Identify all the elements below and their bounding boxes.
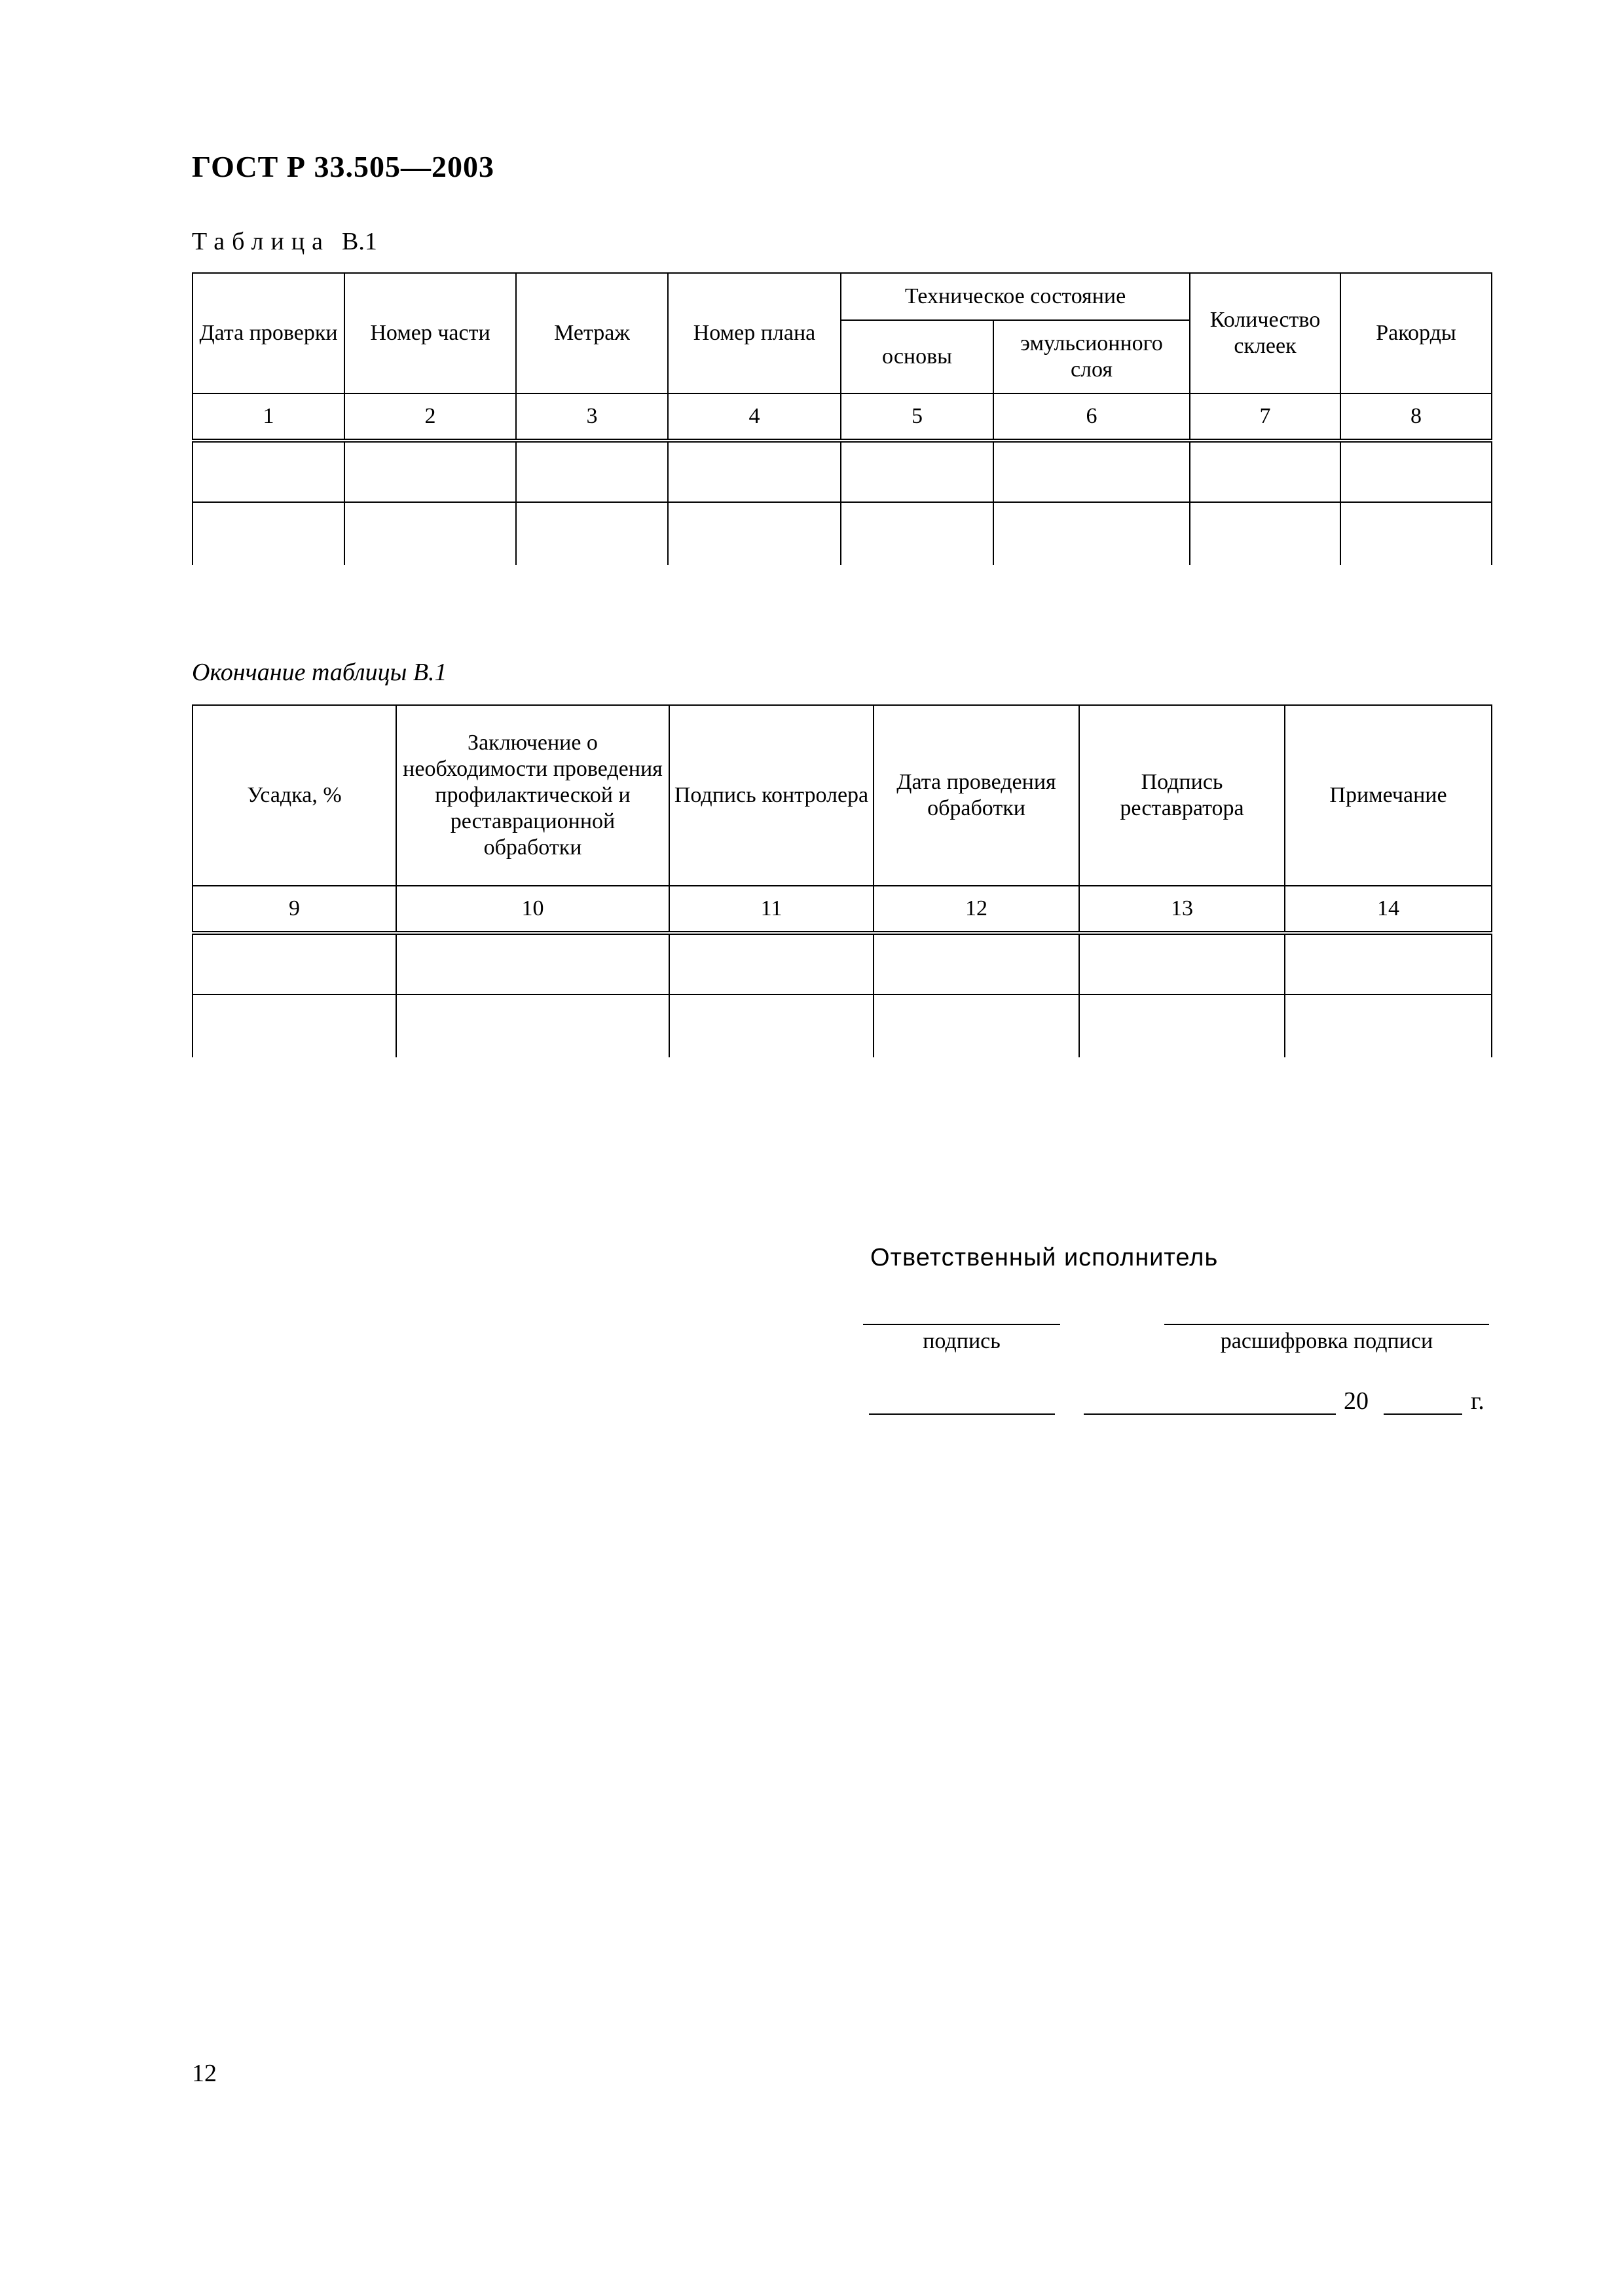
header-leaders: Ракорды (1340, 273, 1492, 393)
column-number: 11 (669, 886, 874, 933)
table-caption-id: В.1 (342, 228, 377, 255)
header-processing-date: Дата проведения обработки (874, 705, 1079, 886)
table-continuation-caption: Окончание таблицы В.1 (192, 659, 447, 686)
header-shrinkage: Усадка, % (193, 705, 396, 886)
header-splices: Количество склеек (1190, 273, 1340, 393)
column-number: 7 (1190, 393, 1340, 441)
empty-cell (669, 933, 874, 994)
header-plan-number: Номер плана (668, 273, 841, 393)
empty-cell (193, 933, 396, 994)
empty-cell (841, 502, 993, 565)
header-emulsion: эмульсионного слоя (993, 320, 1190, 393)
empty-cell (1340, 502, 1492, 565)
column-number: 6 (993, 393, 1190, 441)
empty-cell (1190, 441, 1340, 502)
header-restorer-sign: Подпись реставратора (1079, 705, 1285, 886)
empty-cell (193, 994, 396, 1057)
header-date-check: Дата проверки (193, 273, 344, 393)
empty-cell (1190, 502, 1340, 565)
table-row (193, 441, 1492, 502)
column-number-row (193, 886, 1492, 933)
empty-cell (841, 441, 993, 502)
table-row (193, 502, 1492, 565)
signature-decode-label: расшифровка подписи (1220, 1329, 1433, 1353)
empty-cell (396, 933, 669, 994)
document-title: ГОСТ Р 33.505—2003 (192, 150, 494, 183)
column-number: 12 (874, 886, 1079, 933)
empty-cell (396, 994, 669, 1057)
column-number: 14 (1285, 886, 1492, 933)
empty-cell (1079, 933, 1285, 994)
header-footage: Метраж (516, 273, 668, 393)
signature-line (863, 1324, 1060, 1325)
header-controller-sign: Подпись контролера (669, 705, 874, 886)
year-prefix: 20 (1344, 1387, 1369, 1415)
empty-cell (193, 441, 344, 502)
column-number-row (193, 393, 1492, 441)
empty-cell (193, 502, 344, 565)
signature-decode-line (1164, 1324, 1489, 1325)
table-b1-continuation (192, 704, 1492, 1057)
year-suffix: г. (1471, 1387, 1484, 1415)
header-conclusion: Заключение о необходимости проведения профилактической и реставрационной обработки (396, 705, 669, 886)
column-number: 8 (1340, 393, 1492, 441)
table-row (193, 933, 1492, 994)
empty-cell (669, 994, 874, 1057)
empty-cell (993, 502, 1190, 565)
header-tech-state: Техническое состояние (841, 273, 1190, 320)
column-number: 10 (396, 886, 669, 933)
empty-cell (1079, 994, 1285, 1057)
column-number: 1 (193, 393, 344, 441)
column-number: 3 (516, 393, 668, 441)
date-year-line (1384, 1413, 1462, 1415)
empty-cell (516, 502, 668, 565)
column-number: 9 (193, 886, 396, 933)
column-number: 4 (668, 393, 841, 441)
page-number: 12 (192, 2060, 217, 2087)
empty-cell (668, 441, 841, 502)
table-b1 (192, 272, 1492, 565)
column-number: 13 (1079, 886, 1285, 933)
empty-cell (516, 441, 668, 502)
empty-cell (344, 441, 516, 502)
empty-cell (668, 502, 841, 565)
empty-cell (993, 441, 1190, 502)
table-row (193, 994, 1492, 1057)
empty-cell (1285, 994, 1492, 1057)
empty-cell (1340, 441, 1492, 502)
column-number: 2 (344, 393, 516, 441)
empty-cell (874, 994, 1079, 1057)
empty-cell (344, 502, 516, 565)
empty-cell (1285, 933, 1492, 994)
table-caption (192, 227, 377, 256)
empty-cell (874, 933, 1079, 994)
signature-label: подпись (923, 1329, 1001, 1353)
date-month-line (1084, 1413, 1336, 1415)
responsible-executor-label: Ответственный исполнитель (870, 1244, 1219, 1271)
table-caption-word: Таблица (192, 228, 331, 255)
column-number: 5 (841, 393, 993, 441)
header-note: Примечание (1285, 705, 1492, 886)
header-base: основы (841, 320, 993, 393)
date-day-line (869, 1413, 1055, 1415)
header-part-number: Номер части (344, 273, 516, 393)
